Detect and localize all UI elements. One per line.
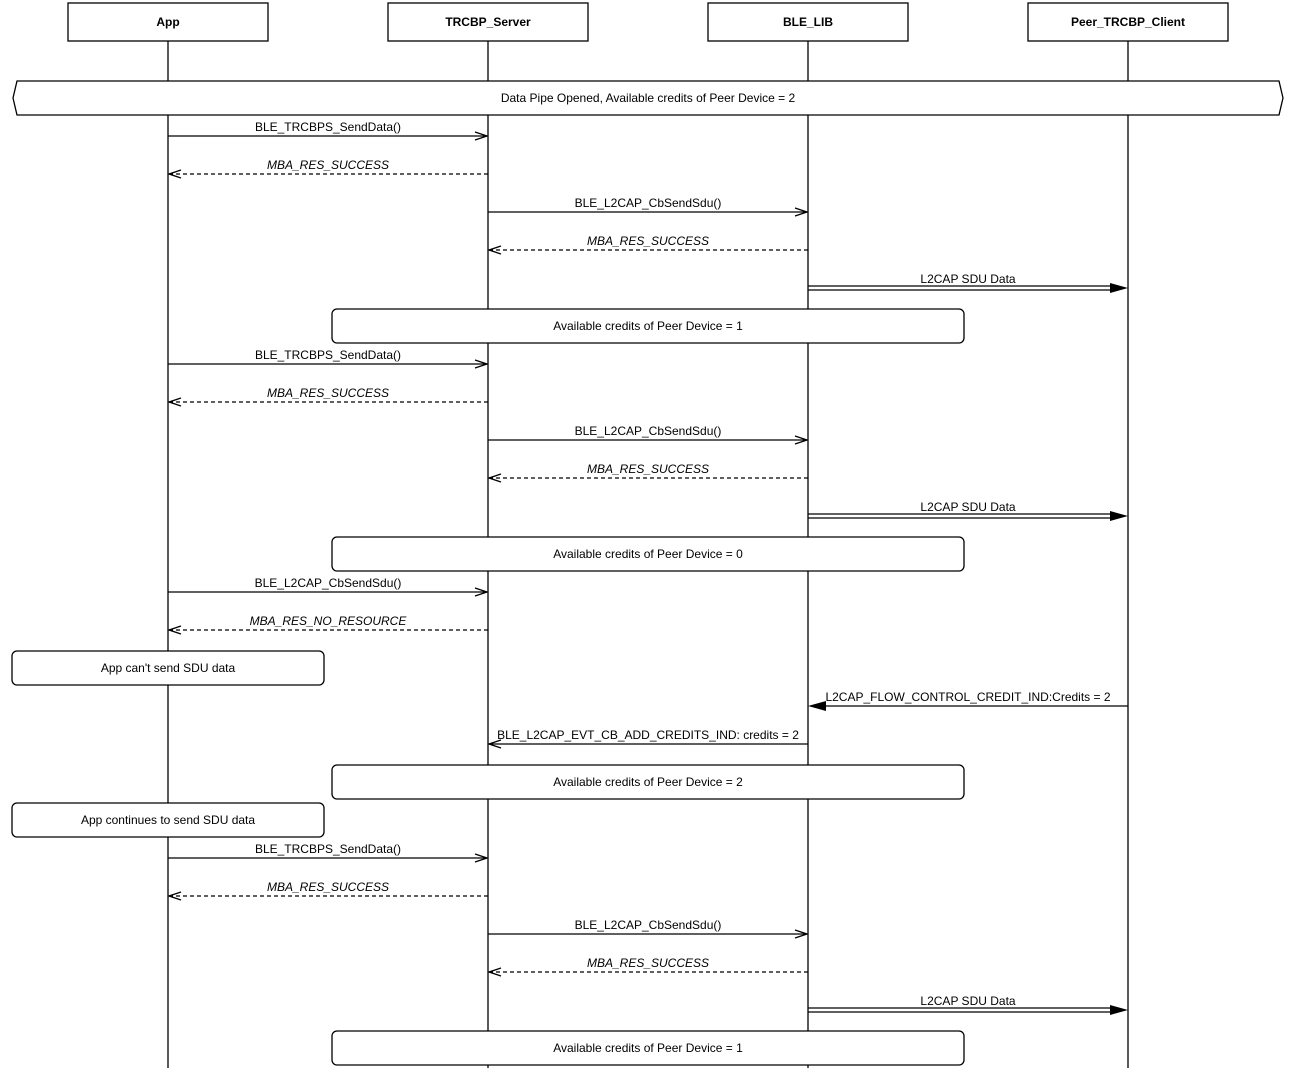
- message-return: [489, 234, 808, 250]
- message: [488, 196, 807, 212]
- message-label: MBA_RES_SUCCESS: [266, 880, 390, 894]
- message-data: [808, 994, 1128, 1015]
- message-label: BLE_TRCBPS_SendData(): [254, 348, 402, 362]
- data-pipe-banner: [13, 81, 1283, 115]
- message-data: [808, 500, 1128, 521]
- note-credits: [332, 537, 964, 571]
- message-return: [489, 462, 808, 478]
- message-label: L2CAP SDU Data: [920, 994, 1016, 1008]
- participant-lib: [708, 3, 908, 41]
- message-return: [169, 614, 488, 630]
- message-label: BLE_TRCBPS_SendData(): [254, 842, 402, 856]
- note-label: App continues to send SDU data: [80, 813, 256, 827]
- message-label: BLE_L2CAP_CbSendSdu(): [574, 918, 722, 932]
- message-label: MBA_RES_SUCCESS: [586, 234, 710, 248]
- message-label: MBA_RES_SUCCESS: [266, 158, 390, 172]
- note-app: [12, 803, 324, 837]
- message-label: BLE_L2CAP_CbSendSdu(): [574, 424, 722, 438]
- note-label: Available credits of Peer Device = 1: [553, 1041, 743, 1055]
- note-credits: [332, 765, 964, 799]
- message: [489, 728, 808, 744]
- message-return: [489, 956, 808, 972]
- note-label: Available credits of Peer Device = 1: [553, 319, 743, 333]
- message-label: L2CAP SDU Data: [920, 500, 1016, 514]
- note-label: Available credits of Peer Device = 2: [553, 775, 743, 789]
- participant-label-app: App: [156, 15, 180, 29]
- participant-label-client: Peer_TRCBP_Client: [1070, 15, 1186, 29]
- message: [168, 120, 487, 136]
- message-data: [808, 690, 1128, 711]
- participant-server: [388, 3, 588, 41]
- banner-label: Data Pipe Opened, Available credits of Peer Device = 2: [500, 91, 796, 105]
- message-label: BLE_L2CAP_EVT_CB_ADD_CREDITS_IND: credits = 2: [497, 728, 799, 742]
- note-credits: [332, 309, 964, 343]
- participant-label-server: TRCBP_Server: [445, 15, 531, 29]
- message-label: L2CAP SDU Data: [920, 272, 1016, 286]
- note-label: Available credits of Peer Device = 0: [553, 547, 743, 561]
- message-label: BLE_TRCBPS_SendData(): [254, 120, 402, 134]
- participant-client: [1028, 3, 1228, 41]
- message: [488, 424, 807, 440]
- message: [168, 842, 487, 858]
- note-credits: [332, 1031, 964, 1065]
- message-label: BLE_L2CAP_CbSendSdu(): [574, 196, 722, 210]
- message: [168, 576, 487, 592]
- participant-label-lib: BLE_LIB: [782, 15, 834, 29]
- message-return: [169, 880, 488, 896]
- message-label: L2CAP_FLOW_CONTROL_CREDIT_IND:Credits = 2: [825, 690, 1111, 704]
- message-return: [169, 386, 488, 402]
- message-return: [169, 158, 488, 174]
- message-label: BLE_L2CAP_CbSendSdu(): [254, 576, 402, 590]
- note-app: [12, 651, 324, 685]
- message-label: MBA_RES_SUCCESS: [266, 386, 390, 400]
- message-label: MBA_RES_SUCCESS: [586, 956, 710, 970]
- message-label: MBA_RES_SUCCESS: [586, 462, 710, 476]
- message-data: [808, 272, 1128, 293]
- message: [168, 348, 487, 364]
- message: [488, 918, 807, 934]
- note-label: App can't send SDU data: [100, 661, 236, 675]
- participant-app: [68, 3, 268, 41]
- message-label: MBA_RES_NO_RESOURCE: [249, 614, 407, 628]
